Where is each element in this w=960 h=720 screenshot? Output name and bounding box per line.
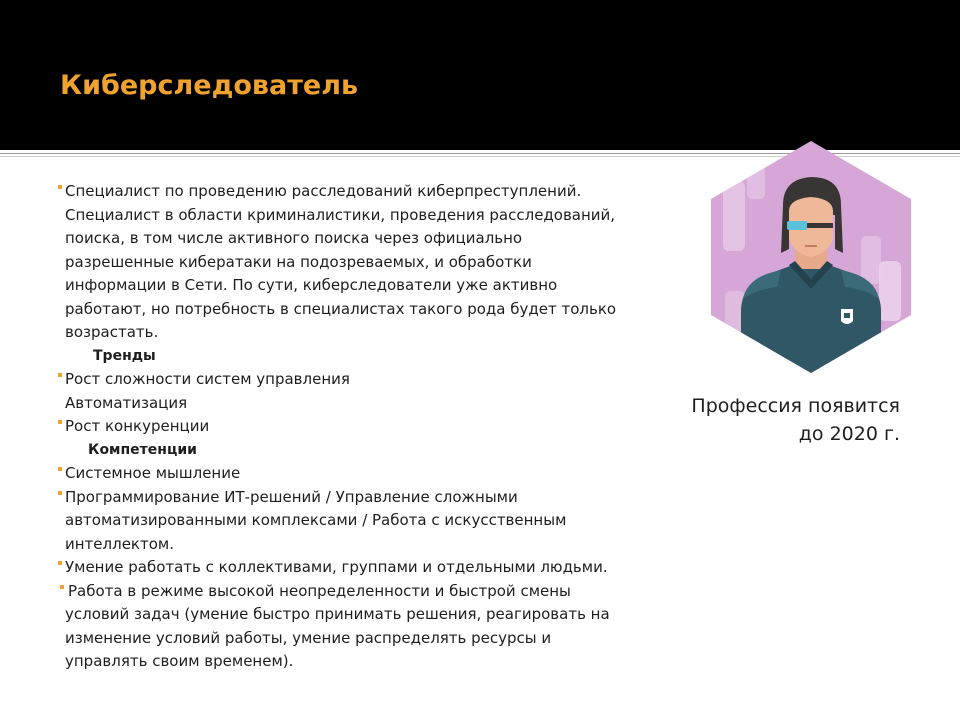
- slide-title: Киберследователь: [60, 70, 359, 101]
- trend-item: Автоматизация: [65, 393, 188, 412]
- trend-item: Рост сложности систем управления: [58, 368, 648, 392]
- intro-line: работают, но потребность в специалистах такого рода будет только: [65, 299, 617, 318]
- competency-item-cont: условий задач (умение быстро принимать решения, реагировать на: [65, 605, 610, 623]
- competency-item: Умение работать с коллективами, группами и отдельными людьми.: [58, 556, 648, 580]
- competency-item: Программирование ИТ-решений / Управление сложными: [58, 486, 648, 510]
- trends-heading: Тренды: [93, 347, 156, 364]
- competency-item-cont: управлять своим временем).: [65, 652, 294, 670]
- slide-body: [58, 180, 648, 674]
- competency-item-cont: автоматизированными комплексами / Работа с искусственным: [65, 511, 567, 529]
- intro-line: разрешенные кибератаки на подозреваемых, и обработки: [65, 252, 532, 271]
- trend-item: Рост конкуренции: [58, 415, 648, 439]
- cyber-investigator-portrait-icon: [711, 141, 911, 373]
- competency-item: Системное мышление: [58, 462, 648, 486]
- intro-line: Специалист по проведению расследований киберпреступлений.: [58, 180, 648, 204]
- competency-item-cont: изменение условий работы, умение распределять ресурсы и: [65, 628, 552, 647]
- profession-note: [620, 392, 900, 448]
- competency-item: Работа в режиме высокой неопределенности и быстрой смены: [58, 580, 648, 604]
- competency-item-cont: интеллектом.: [65, 534, 174, 553]
- intro-line: возрастать.: [65, 323, 159, 341]
- profession-note-line: Профессия появится: [691, 395, 900, 417]
- profession-note-line: до 2020 г.: [798, 423, 900, 445]
- competencies-heading: Компетенции: [88, 441, 197, 458]
- intro-line: информации в Сети. По сути, киберследователи уже активно: [65, 276, 558, 294]
- intro-line: поиска, в том числе активного поиска через официально: [65, 229, 523, 247]
- intro-line: Специалист в области криминалистики, проведения расследований,: [65, 205, 616, 224]
